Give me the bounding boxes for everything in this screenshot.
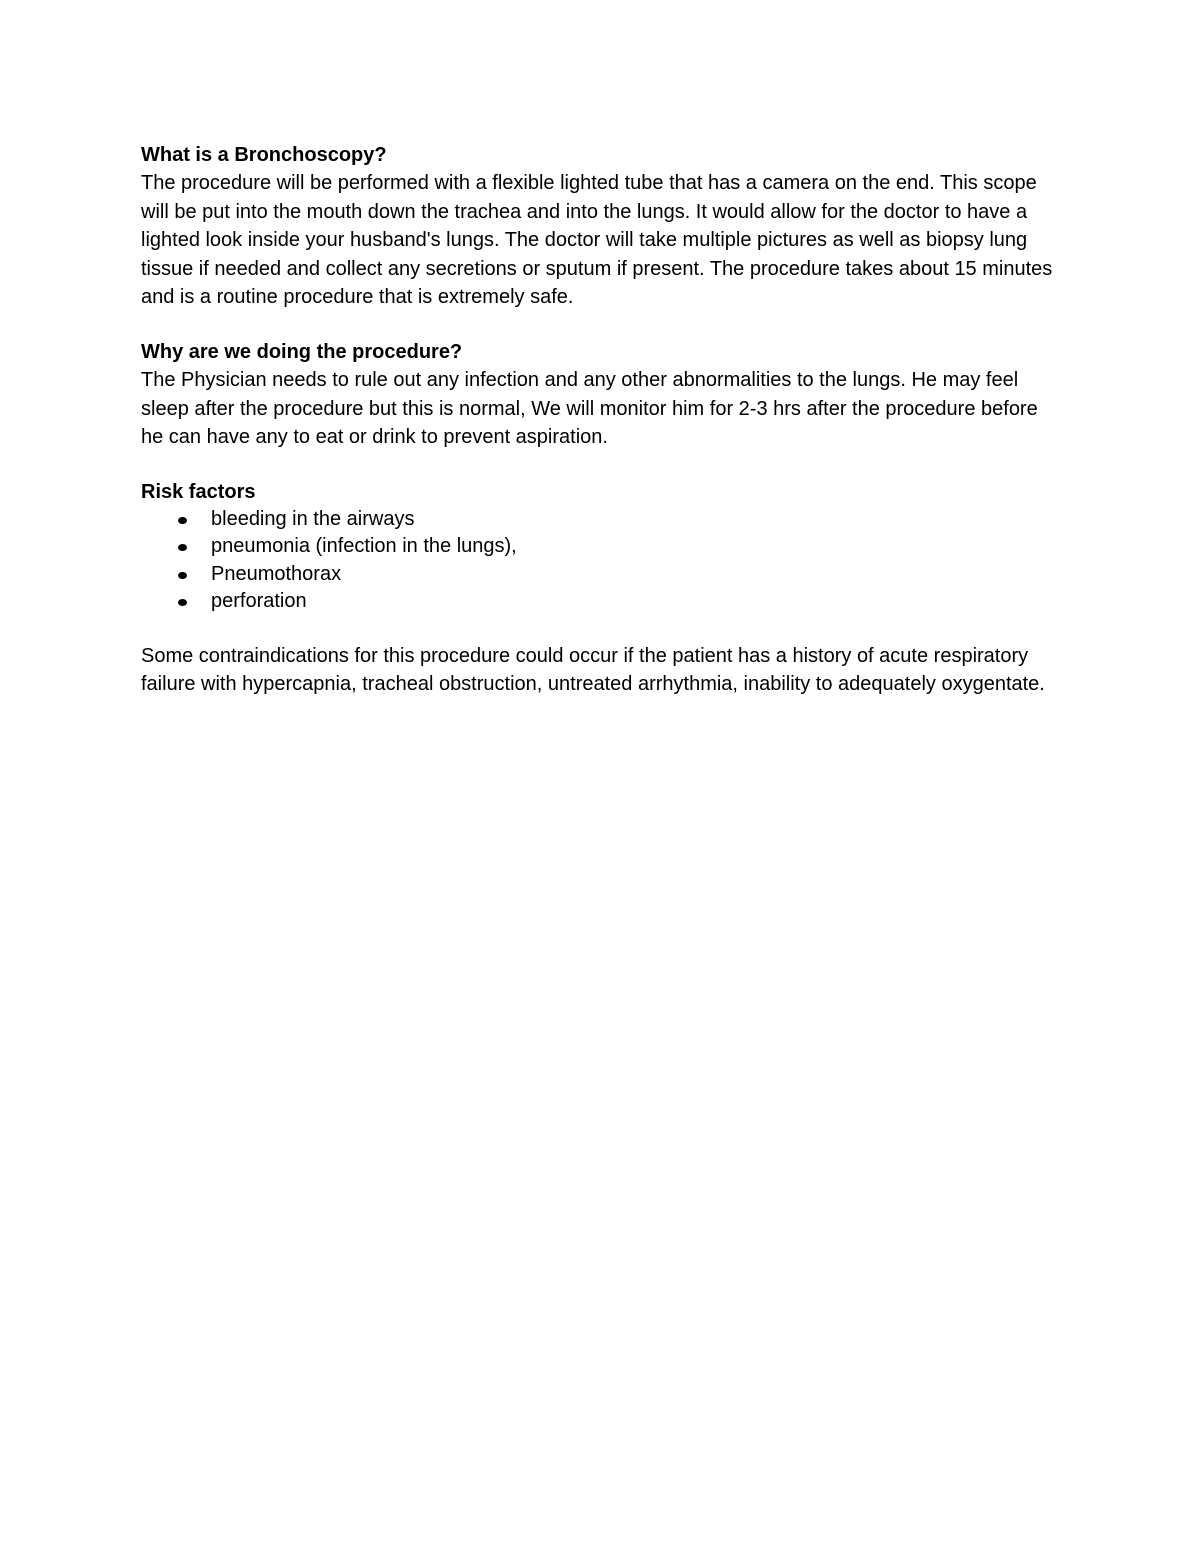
list-item <box>175 561 1061 589</box>
risk-factor-list <box>141 506 1061 616</box>
bullet-icon <box>178 544 187 551</box>
section-heading: Why are we doing the procedure? <box>141 340 463 363</box>
list-item-text: Pneumothorax <box>211 562 342 585</box>
list-item-text: bleeding in the airways <box>211 507 415 530</box>
list-item-text: perforation <box>211 590 307 613</box>
bullet-icon <box>178 599 187 606</box>
section-risk-factors <box>141 478 1061 616</box>
list-item <box>175 533 1061 561</box>
list-item <box>175 506 1061 534</box>
section-why-procedure <box>141 338 1061 452</box>
section-paragraph: Some contraindications for this procedure could occur if the patient has a history of acute respiratory failure with hypercapnia, tracheal obstruction, untreated arrhythmia, inability to adequately oxygentate. <box>141 644 1045 696</box>
section-heading: What is a Bronchoscopy? <box>141 144 387 166</box>
section-contraindications <box>141 642 1061 699</box>
section-paragraph: The Physician needs to rule out any infection and any other abnormalities to the lungs. He may feel sleep after the procedure but this is normal, We will monitor him for 2-3 hrs after the procedure before he can have any to eat or drink to prevent aspiration. <box>141 368 1038 449</box>
bullet-icon <box>178 517 187 524</box>
bullet-icon <box>178 572 187 579</box>
list-item <box>175 588 1061 616</box>
list-item-text: pneumonia (infection in the lungs), <box>211 535 517 558</box>
section-heading: Risk factors <box>141 480 256 503</box>
document-content <box>141 141 1061 725</box>
section-what-is-bronchoscopy <box>141 141 1061 312</box>
section-paragraph: The procedure will be performed with a flexible lighted tube that has a camera on the end. This scope will be put into the mouth down the trachea and into the lungs. It would allow for the doctor to have a lighted look inside your husband's lungs. The doctor will take multiple pictures as well as biopsy lung tissue if needed and collect any secretions or sputum if present. The procedure takes about 15 minutes and is a routine procedure that is extremely safe. <box>141 172 1053 309</box>
